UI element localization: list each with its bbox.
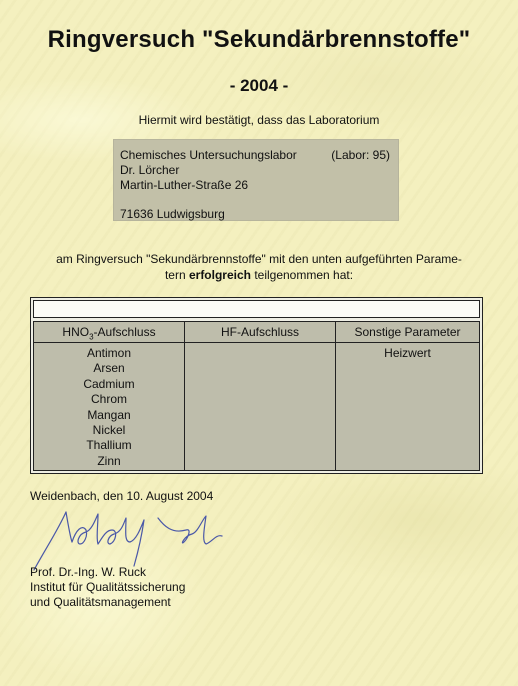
lab-name-row	[120, 148, 398, 163]
certificate-title: Ringversuch "Sekundärbrennstoffe"	[47, 26, 471, 53]
parameter-table	[30, 297, 483, 474]
hno3-label-main: HNO	[62, 325, 90, 339]
participation-line-1: am Ringversuch "Sekundärbrennstoffe" mit den unten aufgeführten Parame-	[56, 252, 462, 266]
lab-name: Chemisches Untersuchungslabor	[120, 148, 297, 162]
confirmation-text: Hiermit wird bestätigt, dass das Laboratorium	[138, 113, 380, 127]
hno3-parameter-list	[34, 343, 184, 470]
column-header-hf: HF-Aufschluss	[185, 322, 335, 343]
column-other	[336, 322, 479, 470]
list-item: Antimon	[86, 346, 132, 360]
hno3-label-subscript: 3	[89, 332, 94, 342]
certificate-year: - 2004 -	[229, 76, 289, 95]
list-item: Arsen	[93, 361, 125, 376]
column-header-other: Sonstige Parameter	[336, 322, 479, 343]
column-hno3	[34, 322, 185, 470]
hf-parameter-list	[185, 343, 335, 470]
laboratory-address-box	[113, 139, 399, 221]
column-header-hno3	[34, 322, 184, 343]
lab-city: 71636 Ludwigsburg	[120, 207, 225, 221]
lab-contact: Dr. Lörcher	[120, 163, 180, 177]
signer-block	[30, 565, 185, 610]
address-spacer	[120, 193, 398, 207]
lab-number: (Labor: 95)	[331, 148, 390, 162]
list-item: Zinn	[97, 453, 121, 468]
table-header-strip	[33, 300, 480, 318]
signer-name: Prof. Dr.-Ing. W. Ruck	[30, 565, 147, 579]
list-item: Mangan	[87, 407, 131, 422]
list-item: Heizwert	[384, 346, 431, 360]
place-and-date: Weidenbach, den 10. August 2004	[30, 489, 214, 503]
list-item: Nickel	[92, 423, 126, 438]
participation-statement	[20, 251, 498, 283]
institute-line-2: und Qualitätsmanagement	[30, 595, 171, 609]
other-parameter-list	[336, 343, 479, 470]
hno3-label-rest: -Aufschluss	[93, 325, 156, 339]
participation-line-2-prefix: tern	[164, 268, 189, 282]
participation-line-2-suffix: teilgenommen hat:	[250, 268, 354, 282]
success-word: erfolgreich	[188, 268, 251, 282]
table-grid	[33, 321, 480, 471]
lab-street: Martin-Luther-Straße 26	[120, 178, 249, 192]
list-item: Cadmium	[83, 376, 135, 391]
list-item: Chrom	[90, 392, 127, 407]
participation-line-2	[20, 267, 498, 283]
list-item: Thallium	[86, 438, 132, 453]
column-hf	[185, 322, 336, 470]
institute-line-1: Institut für Qualitätssicherung	[30, 580, 186, 594]
